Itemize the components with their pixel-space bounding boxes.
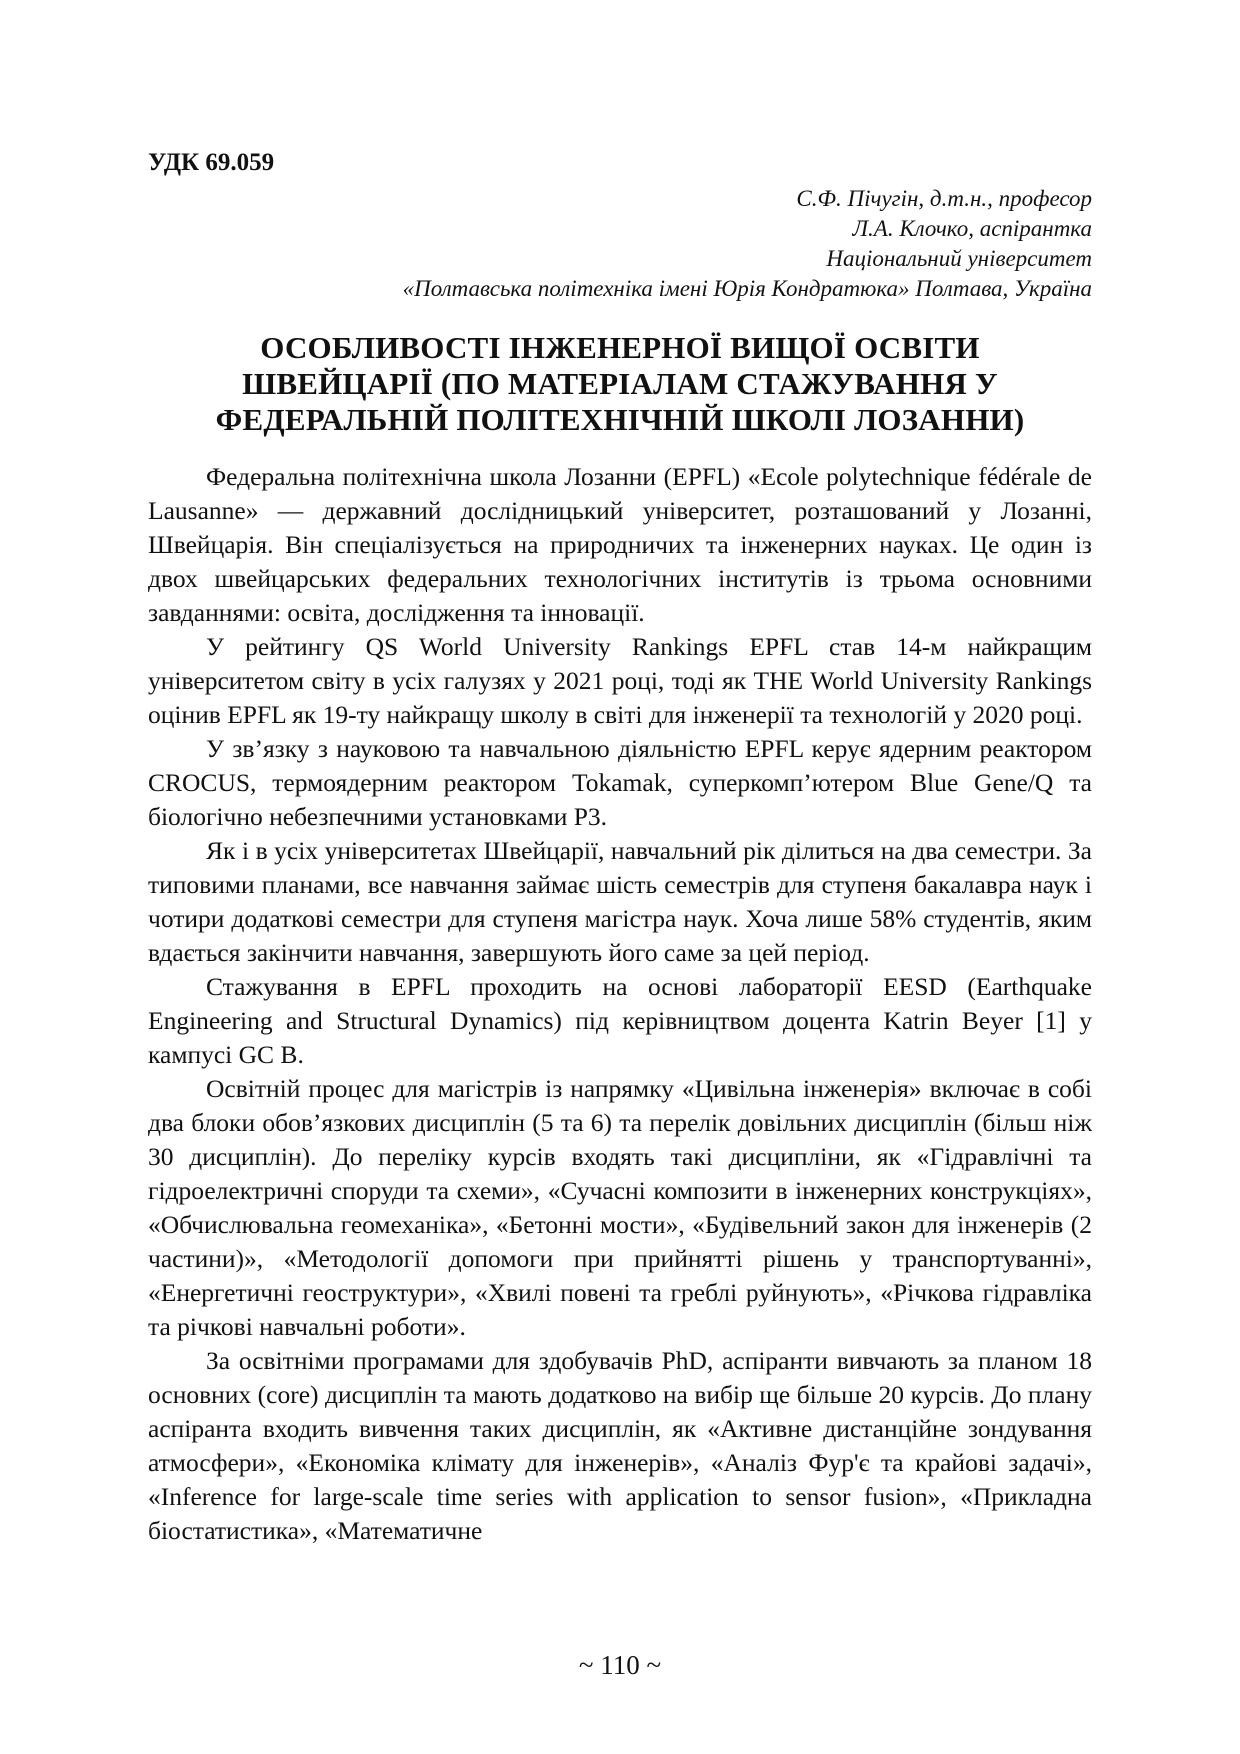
page-number: ~ 110 ~ — [578, 1650, 662, 1680]
article-title — [148, 330, 1092, 438]
paragraph: Як і в усіх університетах Швейцарії, навчальний рік ділиться на два семестри. За типовими планами, все навчання займає шість семестрів для ступеня бакалавра наук і чотири додаткові семестри для ступеня магістра наук. Хоча лише 58% студентів, яким вдається закінчити навчання, завершують його саме за цей період. — [148, 836, 1092, 967]
author-block — [148, 184, 1092, 304]
paragraph: За освітніми програмами для здобувачів PhD, аспіранти вивчають за планом 18 основних (core) дисциплін та мають додатково на вибір ще більше 20 курсів. До плану аспіранта входить вивчення таких дисциплін, як «Активне дистанційне зондування атмосфери», «Економіка клімату для інженерів», «Аналіз Фур'є та крайові задачі», «Inference for large-scale time series with application to sensor fusion», «Прикладна біостатистика», «Математичне — [148, 1346, 1092, 1545]
paragraph: Федеральна політехнічна школа Лозанни (EPFL) «Ecole polytechnique fédérale de Lausanne» — державний дослідницький університет, розташований у Лозанні, Швейцарія. Він спеціалізується на природничих та інженерних науках. Це один із двох швейцарських федеральних технологічних інститутів із трьома основними завданнями: освіта, дослідження та інновації. — [148, 462, 1092, 627]
paragraph: У зв’язку з науковою та навчальною діяльністю EPFL керує ядерним реактором CROCUS, термоядерним реактором Tokamak, суперкомп’ютером Blue Gene/Q та біологічно небезпечними установками P3. — [148, 734, 1092, 831]
paragraph: У рейтингу QS World University Rankings EPFL став 14-м найкращим університетом світу в усіх галузях у 2021 році, тоді як THE World University Rankings оцінив EPFL як 19-ту найкращу школу в світі для інженерії та технологій у 2020 році. — [148, 632, 1092, 729]
page — [148, 146, 1092, 1548]
affiliation-line-2: «Полтавська політехніка імені Юрія Кондратюка» Полтава, Україна — [402, 276, 1092, 301]
title-line: ШВЕЙЦАРІЇ (ПО МАТЕРІАЛАМ СТАЖУВАННЯ У — [242, 366, 998, 401]
article-body — [148, 460, 1092, 1548]
paragraph: Стажування в EPFL проходить на основі лабораторії EESD (Earthquake Engineering and Structural Dynamics) під керівництвом доцента Katrin Beyer [1] у кампусі GC B. — [148, 972, 1092, 1069]
affiliation-line-1: Національний університет — [826, 246, 1092, 271]
author-1: С.Ф. Пічугін, д.т.н., професор — [796, 186, 1092, 211]
paragraph: Освітній процес для магістрів із напрямку «Цивільна інженерія» включає в собі два блоки обов’язкових дисциплін (5 та 6) та перелік довільних дисциплін (більш ніж 30 дисциплін). До переліку курсів входять такі дисципліни, як «Гідравлічні та гідроелектричні споруди та схеми», «Сучасні композити в інженерних конструкціях», «Обчислювальна геомеханіка», «Бетонні мости», «Будівельний закон для інженерів (2 частини)», «Методології допомоги при прийнятті рішень у транспортуванні», «Енергетичні геоструктури», «Хвилі повені та греблі руйнують», «Річкова гідравліка та річкові навчальні роботи». — [148, 1074, 1092, 1341]
author-2: Л.А. Клочко, аспірантка — [852, 216, 1092, 241]
udk-code: УДК 69.059 — [148, 149, 275, 176]
title-line: ОСОБЛИВОСТІ ІНЖЕНЕРНОЇ ВИЩОЇ ОСВІТИ — [260, 330, 980, 365]
title-line: ФЕДЕРАЛЬНІЙ ПОЛІТЕХНІЧНІЙ ШКОЛІ ЛОЗАННИ) — [215, 402, 1025, 437]
